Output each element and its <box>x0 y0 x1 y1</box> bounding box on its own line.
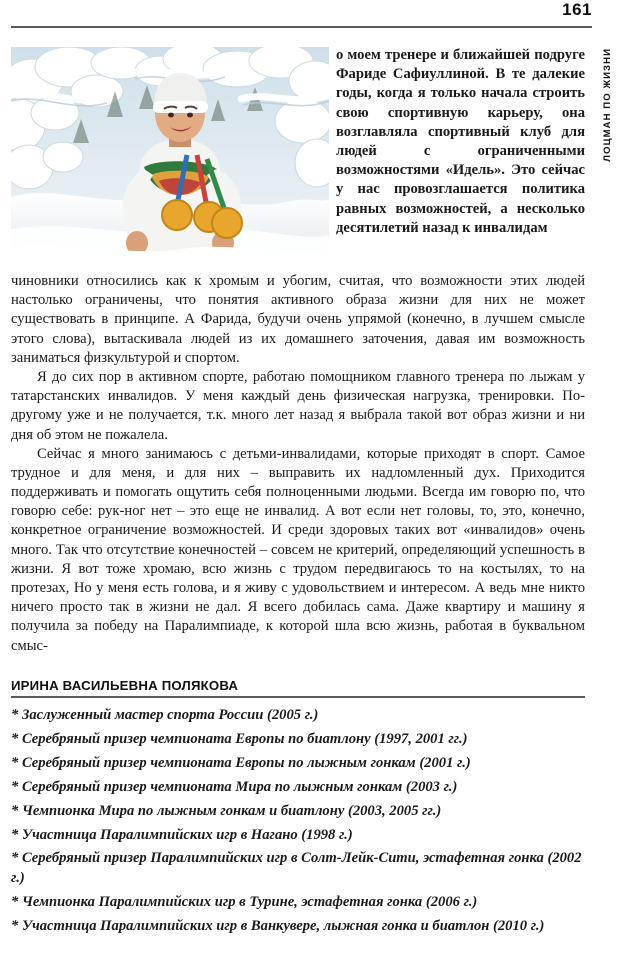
section-heading-label: ИРИНА ВАСИЛЬЕВНА ПОЛЯКОВА <box>11 678 239 693</box>
section-heading <box>11 678 585 698</box>
list-item: * Серебряный призер чемпионата Европы по биатлону (1997, 2001 гг.) <box>11 730 468 747</box>
list-item: * Серебряный призер чемпионата Мира по лыжным гонкам (2003 г.) <box>11 778 458 795</box>
page-number: 161 <box>562 0 592 19</box>
body-paragraph-3: Сейчас я много занимаюсь с детьми-инвалидами, которые приходят в спорт. Самое трудное и для меня, и для них – выправить их надломленный дух. Приходится поддерживать и помогать ощутить себя полноценными людьми. Всегда им говорю по, что говорю себе: рук-ног нет – это еще не инвалид. А вот если нет головы, то, это, конечно, конкретное ограничение возможностей. И среди здоровых таких вот «инвалидов» очень много. Так что отсутствие конечностей – совсем не критерий, определяющий успешность в жизни. Я вот тоже хромаю, всю жизнь с трудом передвигаюсь то на костылях, то на протезах, Но у меня есть голова, и я живу с удовольствием и интересом. А ведь мне никто ничего просто так в жизни не дал. Я всего добилась сама. Даже квартиру и машину я получила за победу на Паралимпиаде, к которой шла всю жизнь, работая в буквальном смыс- <box>11 445 585 654</box>
header-divider <box>11 26 592 28</box>
achievements-list <box>11 706 585 941</box>
list-item: * Чемпионка Паралимпийских игр в Турине, эстафетная гонка (2006 г.) <box>11 893 478 910</box>
body-paragraph-1: чиновники относились как к хромым и убогим, считая, что возможности этих людей настолько ограничены, что понятия активного образа жизни для них не может существовать в принципе. А Фарида, будучи очень упрямой (конечно, в лучшем смысле этого слова), вытаскивала людей из их домашнего заточения, давая им возможность заниматься физкультурой и спортом. <box>11 273 585 366</box>
body-paragraph-2: Я до сих пор в активном спорте, работаю помощником главного тренера по лыжам у татарстанских инвалидов. У меня каждый день физическая нагрузка, тренировки. По-другому уже и не получается, т.к. много лет назад я выбрала такой вот образ жизни и ни дня об этом не пожалела. <box>11 368 585 443</box>
intro-column: о моем тренере и ближайшей подруге Фариде Сафиуллиной. В те далекие годы, когда я только начала строить свою спортивную карьеру, она возглавляла спортивный клуб для людей с ограниченными возможностями «Идель». Это сейчас у нас провозглашается политика равных возможностей, а несколько десятилетий назад к инвалидам <box>336 47 585 236</box>
article-body <box>11 272 585 656</box>
section-heading-divider <box>11 696 585 698</box>
list-item: * Участница Паралимпийских игр в Нагано (1998 г.) <box>11 826 353 843</box>
list-item: * Серебряный призер Паралимпийских игр в Солт-Лейк-Сити, эстафетная гонка (2002 г.) <box>11 850 582 886</box>
photo-illustration <box>11 47 329 267</box>
running-head-label: ЛОЦМАН ПО ЖИЗНИ <box>602 48 613 162</box>
photo-woman-in-snow <box>11 47 329 267</box>
list-item: * Серебряный призер чемпионата Европы по лыжным гонкам (2001 г.) <box>11 754 471 771</box>
list-item: * Участница Паралимпийских игр в Ванкувере, лыжная гонка и биатлон (2010 г.) <box>11 917 545 934</box>
list-item: * Чемпионка Мира по лыжным гонкам и биатлону (2003, 2005 гг.) <box>11 802 442 819</box>
running-head <box>602 48 618 228</box>
list-item: * Заслуженный мастер спорта России (2005 г.) <box>11 707 319 723</box>
